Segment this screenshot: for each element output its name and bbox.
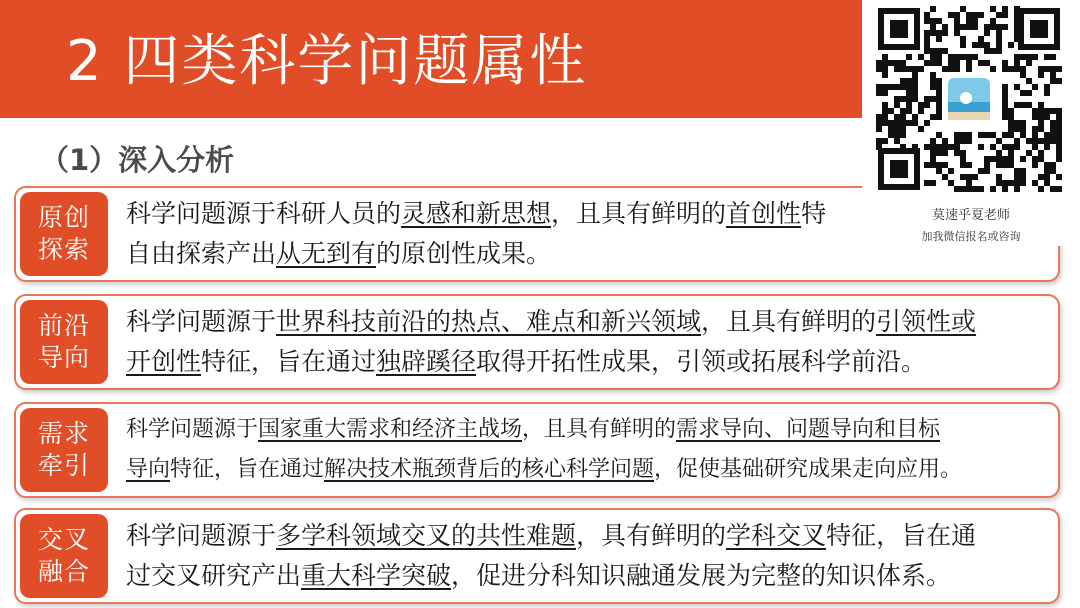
card-label [20, 514, 108, 598]
qr-code[interactable] [876, 6, 1062, 192]
card-label-line-1: 需求 [37, 419, 90, 448]
card-text-line [126, 516, 1050, 556]
text-segment: 科学问题源于 [126, 417, 259, 442]
text-segment: 取得开拓性成果，引领或拓展科学前沿。 [476, 347, 927, 376]
key-phrase: 学科交叉 [726, 521, 827, 550]
card-demand-driven [14, 402, 1060, 498]
card-text-line [126, 302, 1050, 342]
key-phrase: 解决技术瓶颈背后的核心科学问题 [324, 457, 655, 482]
card-text-line [126, 450, 1050, 490]
card-label [20, 300, 108, 384]
card-label-line-2: 导向 [37, 343, 90, 372]
text-segment: ，且具有鲜明的 [522, 417, 677, 442]
card-text-line [126, 410, 1050, 450]
text-segment: 特征，旨在通 [826, 521, 977, 550]
qr-name: 莫速乎夏老师 [931, 208, 1010, 223]
card-text-line [126, 342, 1050, 382]
title-bar [0, 0, 862, 118]
text-segment: 科学问题源于科研人员的 [126, 199, 402, 228]
text-segment: 科学问题源于 [126, 521, 277, 550]
text-segment: 特 [801, 199, 827, 228]
text-segment: ，且具有鲜明的 [701, 307, 877, 336]
card-body [126, 516, 1050, 596]
key-phrase: 引领性或 [876, 307, 977, 336]
key-phrase: 开创性 [126, 347, 202, 376]
text-segment: ，促使基础研究成果走向应用。 [654, 457, 963, 482]
key-phrase: 多学科领域交叉的共性难题 [276, 521, 577, 550]
avatar [944, 74, 994, 124]
text-segment: 特征，旨在通过 [201, 347, 377, 376]
card-label [20, 192, 108, 276]
card-label-line-1: 原创 [37, 203, 90, 232]
text-segment: ，促进分科知识融通发展为完整的知识体系。 [451, 561, 952, 590]
key-phrase: 世界科技前沿的热点、难点和新兴领域 [276, 307, 702, 336]
key-phrase: 从无到有 [276, 239, 377, 268]
card-label-line-1: 前沿 [37, 311, 90, 340]
key-phrase: 灵感和新思想 [401, 199, 552, 228]
card-interdisciplinary [14, 508, 1060, 604]
qr-panel [862, 0, 1080, 246]
qr-note: 加我微信报名或咨询 [921, 230, 1021, 243]
card-label-line-2: 融合 [37, 557, 90, 586]
section-subtitle: （1）深入分析 [40, 143, 235, 177]
key-phrase: 导向 [126, 457, 171, 482]
text-segment: 自由探索产出 [126, 239, 277, 268]
card-label [20, 408, 108, 492]
text-segment: 过交叉研究产出 [126, 561, 302, 590]
text-segment: 的原创性成果。 [376, 239, 552, 268]
card-label-line-2: 牵引 [37, 451, 90, 480]
key-phrase: 需求导向、问题导向和目标 [676, 417, 941, 442]
text-segment: 科学问题源于 [126, 307, 277, 336]
text-segment: ，具有鲜明的 [576, 521, 727, 550]
card-label-line-1: 交叉 [37, 525, 90, 554]
slide-title: 2 四类科学问题属性 [66, 29, 588, 94]
key-phrase: 独辟蹊径 [376, 347, 477, 376]
key-phrase: 重大科学突破 [301, 561, 452, 590]
card-body [126, 410, 1050, 490]
text-segment: 特征，旨在通过 [170, 457, 325, 482]
text-segment: ，且具有鲜明的 [551, 199, 727, 228]
card-body [126, 302, 1050, 382]
card-text-line [126, 556, 1050, 596]
key-phrase: 国家重大需求和经济主战场 [258, 417, 523, 442]
key-phrase: 首创性 [726, 199, 802, 228]
card-label-line-2: 探索 [37, 235, 90, 264]
card-frontier-oriented [14, 294, 1060, 390]
